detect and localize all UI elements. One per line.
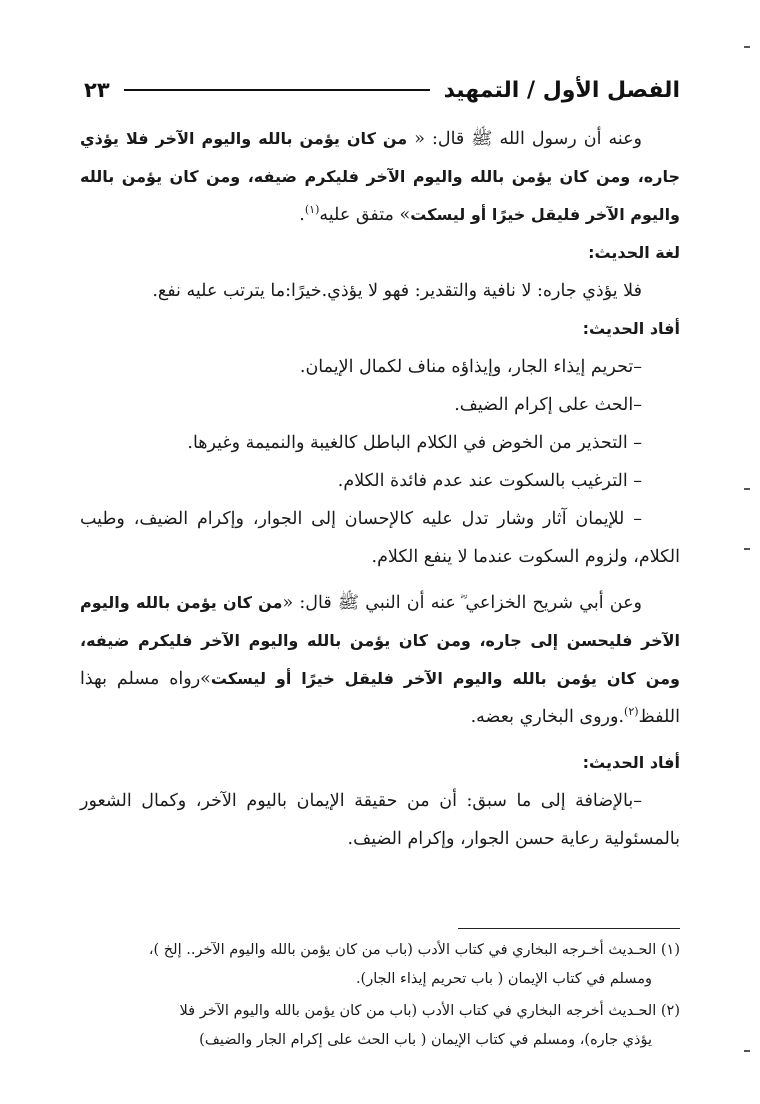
- hadith-1-intro: وعنه أن رسول الله ﷺ قال: «: [407, 129, 643, 149]
- footnote-1-line-1: (١) الحـديث أخـرجه البخاري في كتاب الأدب (باب من كان يؤمن بالله واليوم الآخر.. إلخ )،: [148, 942, 680, 958]
- benefits-2-heading: أفاد الحديث:: [582, 753, 680, 772]
- language-heading: لغة الحديث:: [588, 243, 680, 262]
- benefit-item: – التحذير من الخوض في الكلام الباطل كالغيبة والنميمة وغيرها.: [187, 433, 642, 453]
- language-text: فلا يؤذي جاره: لا نافية والتقدير: فهو لا يؤذي.خيرًا:ما يترتب عليه نفع.: [152, 281, 642, 301]
- footnote-2-line-2: يؤذي جاره)، ومسلم في كتاب الإيمان ( باب الحث على إكرام الجار والضيف): [199, 1032, 652, 1048]
- benefit-item: – الترغيب بالسكوت عند عدم فائدة الكلام.: [337, 471, 642, 491]
- chapter-title: الفصل الأول / التمهيد: [443, 77, 680, 103]
- scan-mark: [744, 1050, 750, 1052]
- hadith-1-tail: .: [299, 205, 305, 225]
- benefits-2-text: –بالإضافة إلى ما سبق: أن من حقيقة الإيمان باليوم الآخر، وكمال الشعور بالمسئولية رعاية حسن الجوار، وإكرام الضيف.: [80, 791, 680, 849]
- hadith-1-outro: » متفق عليه: [319, 205, 411, 225]
- footnote-ref-1: (١): [304, 203, 320, 217]
- footnote-separator: [458, 928, 680, 929]
- footnote-ref-2: (٢): [624, 705, 639, 719]
- benefit-item: –الحث على إكرام الضيف.: [454, 395, 642, 415]
- scan-mark: [744, 46, 750, 48]
- hadith-2-quote: من كان يؤمن بالله واليوم الآخر فليحسن إلى جاره، ومن كان يؤمن بالله واليوم الآخر فليكرم ضيفه، ومن كان يؤمن بالله واليوم الآخر فليقل خيرًا أو ليسكت: [80, 593, 680, 688]
- hadith-1-quote: من كان يؤمن بالله واليوم الآخر فلا يؤذي جاره، ومن كان يؤمن بالله واليوم الآخر فليكرم ضيفه، ومن كان يؤمن بالله واليوم الآخر فليقل خيرًا أو ليسكت: [80, 129, 680, 224]
- footnote-1: [80, 936, 680, 994]
- footnote-2: [80, 997, 680, 1055]
- benefits-heading: أفاد الحديث:: [582, 319, 680, 338]
- benefit-item: –تحريم إيذاء الجار، وإيذاؤه مناف لكمال الإيمان.: [299, 357, 642, 377]
- hadith-2-intro: وعن أبي شريح الخزاعي ؓ عنه أن النبي ﷺ قال: «: [282, 593, 642, 613]
- footnote-1-line-2: ومسلم في كتاب الإيمان ( باب تحريم إيذاء الجار).: [355, 971, 652, 987]
- page-header: [84, 72, 680, 108]
- benefit-item: – للإيمان آثار وشار تدل عليه كالإحسان إلى الجوار، وإكرام الضيف، وطيب الكلام، ولزوم السكوت عندما لا ينفع الكلام.: [80, 509, 680, 567]
- hadith-2-tail: .وروى البخاري بعضه.: [470, 707, 625, 727]
- hadith-2-outro: »رواه مسلم بهذا اللفظ: [80, 669, 680, 727]
- hadith-2: [80, 584, 680, 736]
- header-rule: [124, 89, 430, 91]
- scan-mark: [744, 548, 750, 550]
- hadith-1: [80, 120, 680, 234]
- footnotes: [80, 936, 680, 1058]
- scan-mark: [744, 488, 750, 490]
- footnote-2-line-1: (٢) الحـديث أخرجه البخاري في كتاب الأدب (باب من كان يؤمن بالله واليوم الآخر فلا: [179, 1003, 680, 1019]
- main-text: [80, 120, 680, 858]
- page-number: ٢٣: [84, 78, 110, 102]
